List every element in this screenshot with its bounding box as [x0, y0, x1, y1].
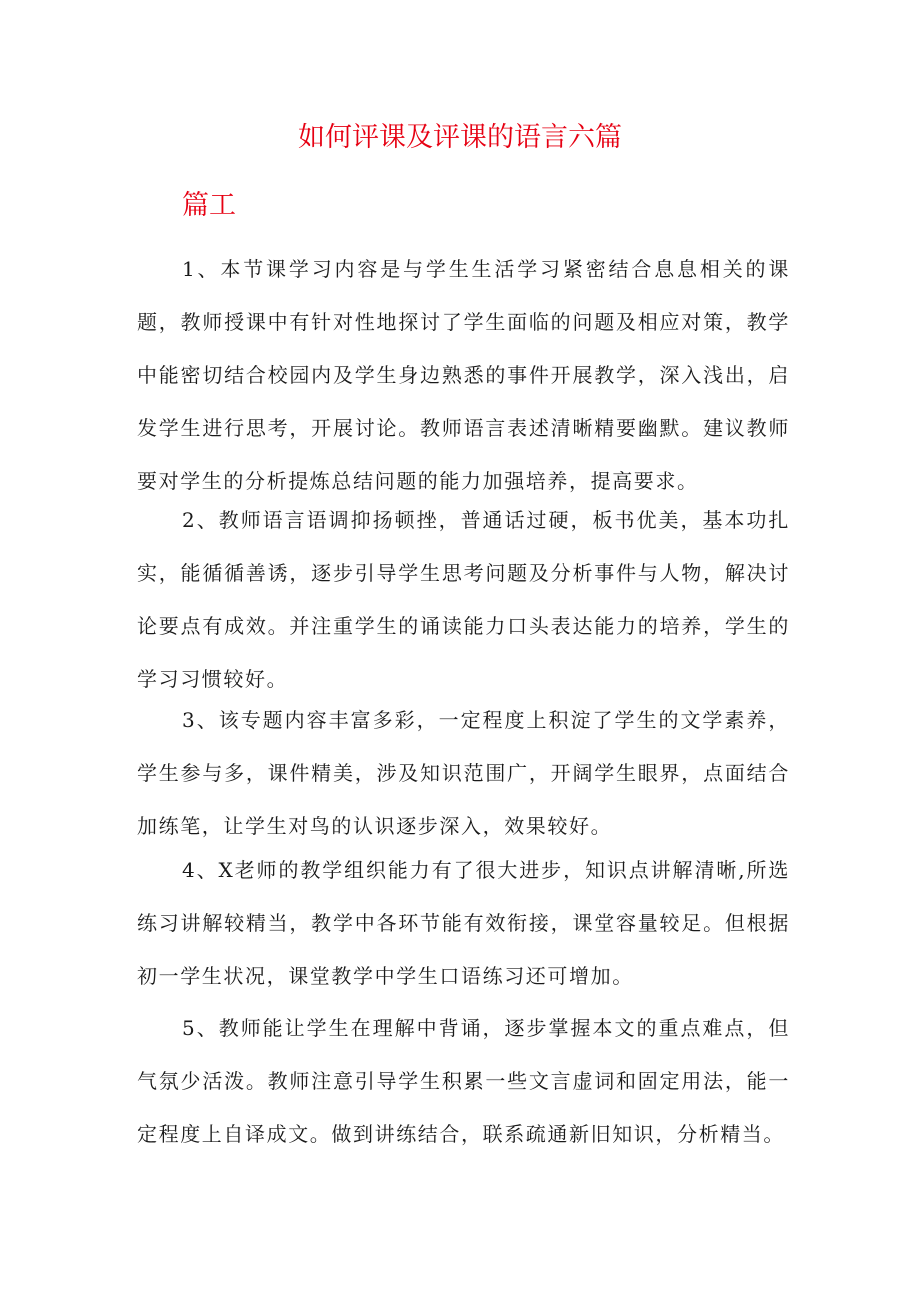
paragraph-2: 2、教师语言语调抑扬顿挫，普通话过硬，板书优美，基本功扎实，能循循善诱，逐步引导学生思考问题及分析事件与人物，解决讨论要点有成效。并注重学生的诵读能力口头表达能力的培养，学生的学习习惯较好。	[137, 508, 790, 691]
paragraph-3: 3、该专题内容丰富多彩，一定程度上积淀了学生的文学素养，学生参与多，课件精美，涉及知识范围广，开阔学生眼界，点面结合加练笔，让学生对鸟的认识逐步深入，效果较好。	[137, 708, 790, 838]
section-heading: 篇工	[182, 190, 236, 221]
paragraph-1: 1、本节课学习内容是与学生生活学习紧密结合息息相关的课题，教师授课中有针对性地探讨了学生面临的问题及相应对策，教学中能密切结合校园内及学生身边熟悉的事件开展教学，深入浅出，启发学生进行思考，开展讨论。教师语言表述清晰精要幽默。建议教师要对学生的分析提炼总结问题的能力加强培养，提高要求。	[137, 257, 790, 493]
paragraph-5: 5、教师能让学生在理解中背诵，逐步掌握本文的重点难点，但气氛少活泼。教师注意引导学生积累一些文言虚词和固定用法，能一定程度上自译成文。做到讲练结合，联系疏通新旧知识，分析精当。	[137, 1016, 790, 1146]
document-title: 如何评课及评课的语言六篇	[298, 122, 622, 153]
paragraph-4: 4、X老师的教学组织能力有了很大进步，知识点讲解清晰,所选练习讲解较精当，教学中各环节能有效衔接，课堂容量较足。但根据初一学生状况，课堂教学中学生口语练习还可增加。	[137, 858, 790, 988]
